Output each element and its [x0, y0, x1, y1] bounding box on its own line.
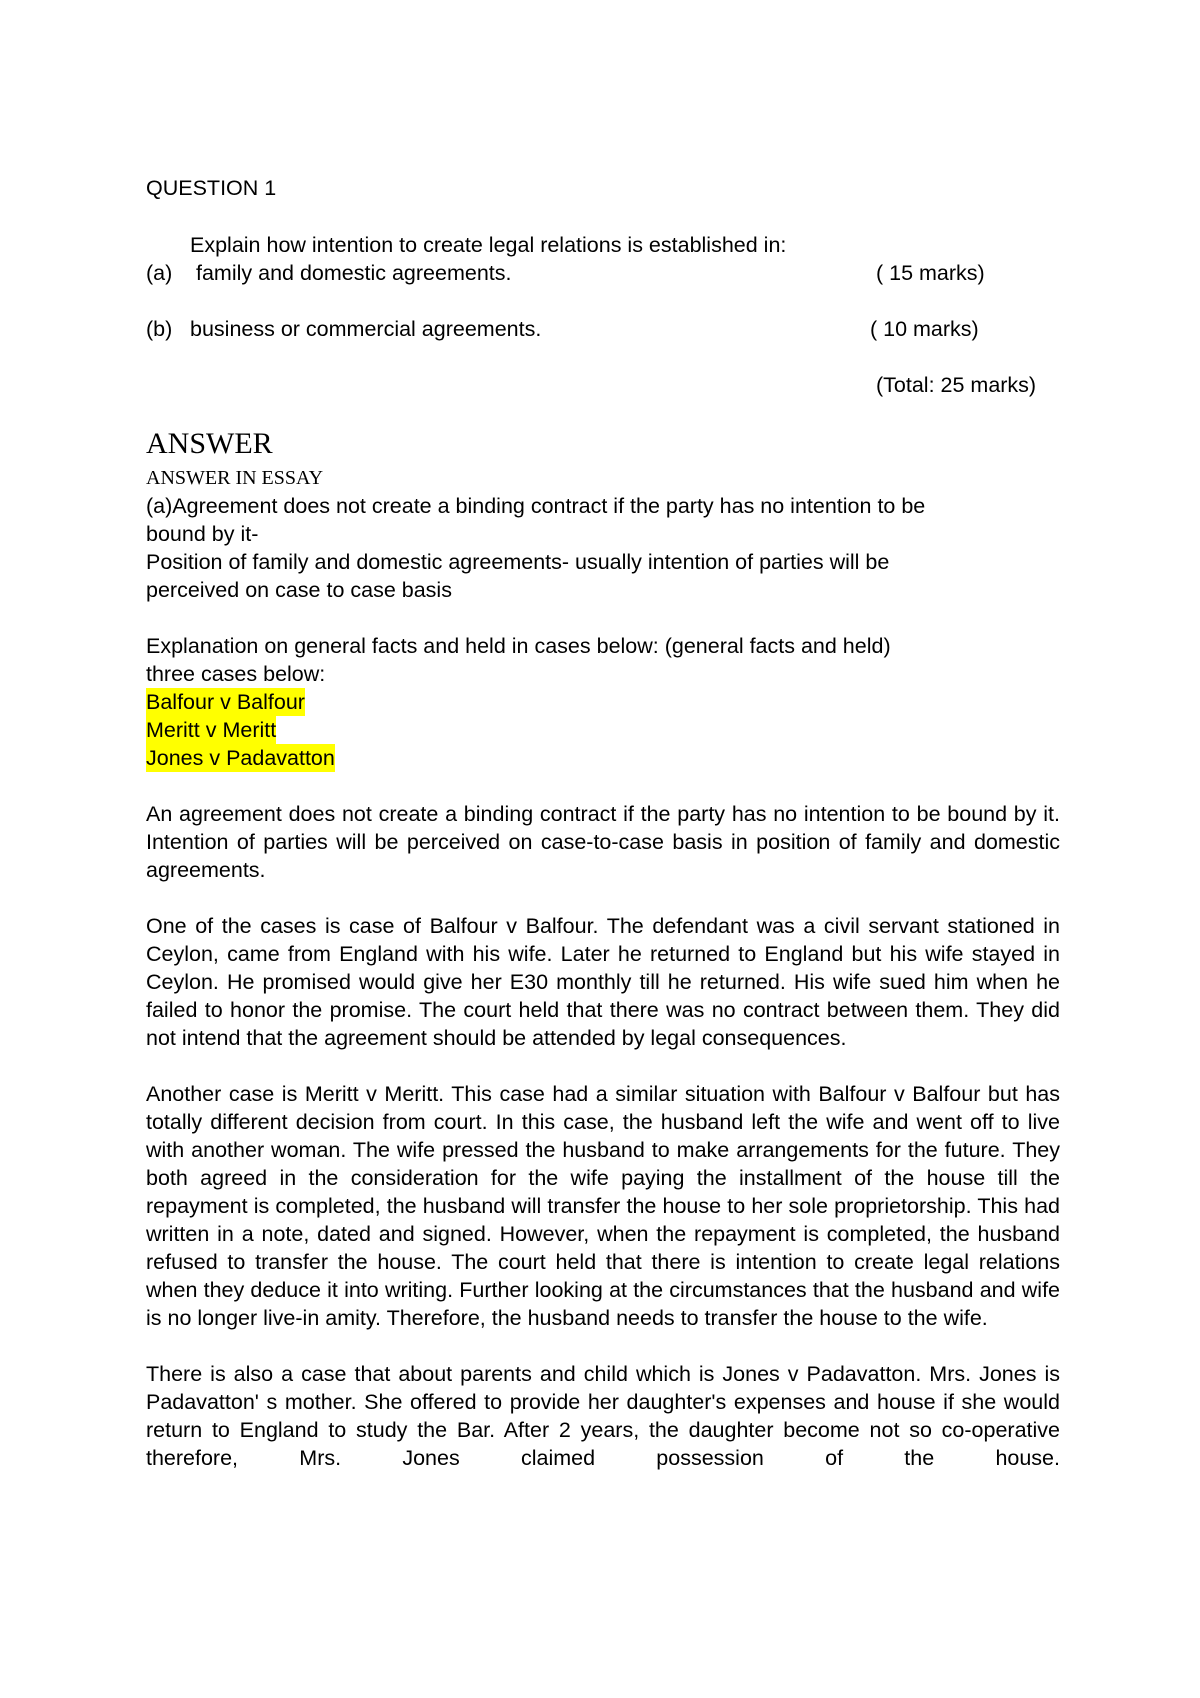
question-title: QUESTION 1 [146, 176, 277, 200]
part-b-marks: ( 10 marks) [870, 317, 979, 341]
explanation-line: Explanation on general facts and held in cases below: (general facts and held) [146, 634, 891, 658]
outline-line: (a)Agreement does not create a binding contract if the party has no intention to be [146, 494, 926, 518]
paragraph-jones: There is also a case that about parents and child which is Jones v Padavatton. Mrs. Jones is Padavatton' s mother. She offered to provide her daughter's expenses and house if she would return to England to study the Bar. After 2 years, the daughter become not so co-operative therefore, Mrs. Jones claimed possession of the house. [146, 1362, 1060, 1470]
paragraph-intention: An agreement does not create a binding contract if the party has no intention to be bound by it. Intention of parties will be perceived on case-to-case basis in position of family and domestic agreements. [146, 802, 1060, 882]
case-highlight-balfour: Balfour v Balfour [146, 690, 305, 714]
case-highlight-jones: Jones v Padavatton [146, 746, 335, 770]
part-b-label: (b) [146, 317, 173, 341]
part-a-label: (a) [146, 261, 173, 285]
explanation-line: three cases below: [146, 662, 326, 686]
answer-heading: ANSWER [146, 427, 273, 460]
outline-line: Position of family and domestic agreements- usually intention of parties will be [146, 550, 890, 574]
paragraph-balfour: One of the cases is case of Balfour v Balfour. The defendant was a civil servant stationed in Ceylon, came from England with his wife. Later he returned to England but his wife stayed in Ceylon. He promised would give her E30 monthly till he returned. His wife sued him when he failed to honor the promise. The court held that there was no contract between them. They did not intend that the agreement should be attended by legal consequences. [146, 914, 1060, 1050]
part-a-text: family and domestic agreements. [196, 261, 512, 285]
part-b-text: business or commercial agreements. [190, 317, 542, 341]
paragraph-meritt: Another case is Meritt v Meritt. This case had a similar situation with Balfour v Balfour but has totally different decision from court. In this case, the husband left the wife and went off to live with another woman. The wife pressed the husband to make arrangements for the future. They both agreed in the consideration for the wife paying the installment of the house till the repayment is completed, the husband will transfer the house to her sole proprietorship. This had written in a note, dated and signed. However, when the repayment is completed, the husband refused to transfer the house. The court held that there is intention to create legal relations when they deduce it into writing. Further looking at the circumstances that the husband and wife is no longer live-in amity. Therefore, the husband needs to transfer the house to the wife. [146, 1082, 1060, 1330]
outline-line: bound by it- [146, 522, 259, 546]
question-intro: Explain how intention to create legal relations is established in: [190, 233, 787, 257]
outline-line: perceived on case to case basis [146, 578, 452, 602]
case-highlight-meritt: Meritt v Meritt [146, 718, 277, 742]
total-marks: (Total: 25 marks) [876, 373, 1037, 397]
answer-subheading: ANSWER IN ESSAY [146, 467, 324, 489]
answer-body [146, 492, 1060, 1472]
part-a-marks: ( 15 marks) [876, 261, 985, 285]
